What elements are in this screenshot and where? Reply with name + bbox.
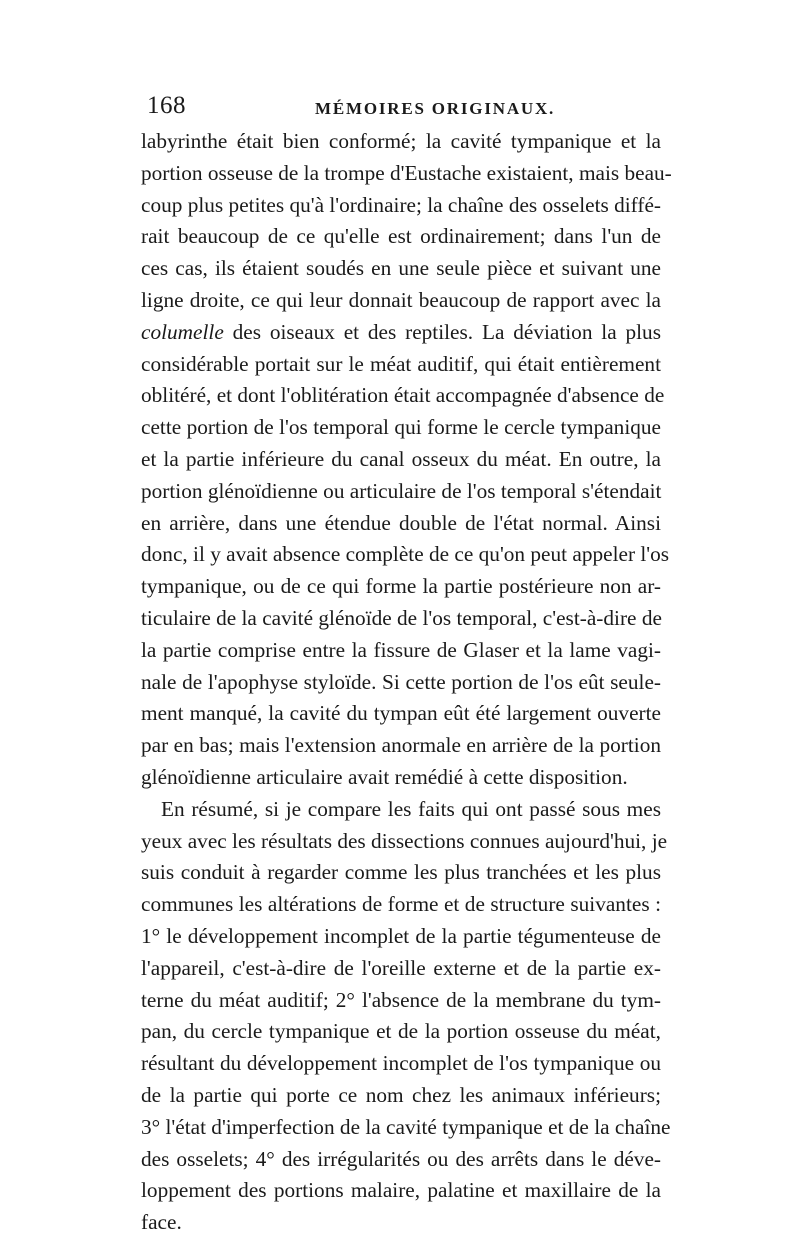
text-line: loppement des portions malaire, palatine et maxillaire de la	[141, 1178, 661, 1203]
text-line: et la partie inférieure du canal osseux du méat. En outre, la	[141, 446, 661, 471]
text-line: ment manqué, la cavité du tympan eût été largement ouverte	[141, 701, 661, 726]
text-line: la partie comprise entre la fissure de Glaser et la lame vagi-	[141, 637, 661, 662]
text-line: cette portion de l'os temporal qui forme le cercle tympanique	[141, 415, 661, 440]
text-line: résultant du développement incomplet de l'os tympanique ou	[141, 1051, 661, 1076]
text-line	[141, 317, 661, 349]
running-title: MÉMOIRES ORIGINAUX.	[315, 99, 556, 118]
text-line: ligne droite, ce qui leur donnait beaucoup de rapport avec la	[141, 287, 661, 312]
text-line: l'appareil, c'est-à-dire de l'oreille externe et de la partie ex-	[141, 955, 661, 980]
text-line: considérable portait sur le méat auditif, qui était entièrement	[141, 351, 661, 376]
text-line: ces cas, ils étaient soudés en une seule pièce et suivant une	[141, 256, 661, 281]
paragraph-end-line: face.	[141, 1210, 182, 1235]
running-header	[147, 90, 667, 126]
text-line: communes les altérations de forme et de structure suivantes :	[141, 892, 661, 917]
text-line: rait beaucoup de ce qu'elle est ordinairement; dans l'un de	[141, 224, 661, 249]
text-line: en arrière, dans une étendue double de l'état normal. Ainsi	[141, 510, 661, 535]
text-line: nale de l'apophyse styloïde. Si cette portion de l'os eût seule-	[141, 669, 661, 694]
text-line: pan, du cercle tympanique et de la portion osseuse du méat,	[141, 1019, 661, 1044]
text-line: 1° le développement incomplet de la partie tégumenteuse de	[141, 923, 661, 948]
paragraph-end-line: glénoïdienne articulaire avait remédié à cette disposition.	[141, 764, 628, 789]
italic-term: columelle	[141, 319, 224, 344]
body-text	[141, 126, 672, 1239]
text-line: terne du méat auditif; 2° l'absence de la membrane du tym-	[141, 987, 661, 1012]
text-line: portion glénoïdienne ou articulaire de l'os temporal s'étendait	[141, 478, 662, 503]
text-line-rest: des oiseaux et des reptiles. La déviation la plus	[223, 319, 661, 344]
paragraph-start-line: En résumé, si je compare les faits qui ont passé sous mes	[161, 796, 661, 821]
text-line: tympanique, ou de ce qui forme la partie postérieure non ar-	[141, 574, 661, 599]
text-line: coup plus petites qu'à l'ordinaire; la chaîne des osselets diffé-	[141, 192, 662, 217]
text-line: 3° l'état d'imperfection de la cavité tympanique et de la chaîne	[141, 1114, 671, 1139]
text-line: yeux avec les résultats des dissections connues aujourd'hui, je	[141, 828, 668, 853]
page-number: 168	[147, 92, 186, 119]
text-line: suis conduit à regarder comme les plus tranchées et les plus	[141, 860, 661, 885]
text-line: par en bas; mais l'extension anormale en arrière de la portion	[141, 733, 661, 758]
text-line: portion osseuse de la trompe d'Eustache existaient, mais beau-	[141, 160, 672, 185]
text-line: ticulaire de la cavité glénoïde de l'os temporal, c'est-à-dire de	[141, 605, 662, 630]
text-line: donc, il y avait absence complète de ce qu'on peut appeler l'os	[141, 542, 670, 567]
text-line: des osselets; 4° des irrégularités ou des arrêts dans le déve-	[141, 1146, 661, 1171]
text-line: de la partie qui porte ce nom chez les animaux inférieurs;	[141, 1082, 661, 1107]
text-line: oblitéré, et dont l'oblitération était accompagnée d'absence de	[141, 383, 665, 408]
text-line: labyrinthe était bien conformé; la cavité tympanique et la	[141, 129, 661, 153]
